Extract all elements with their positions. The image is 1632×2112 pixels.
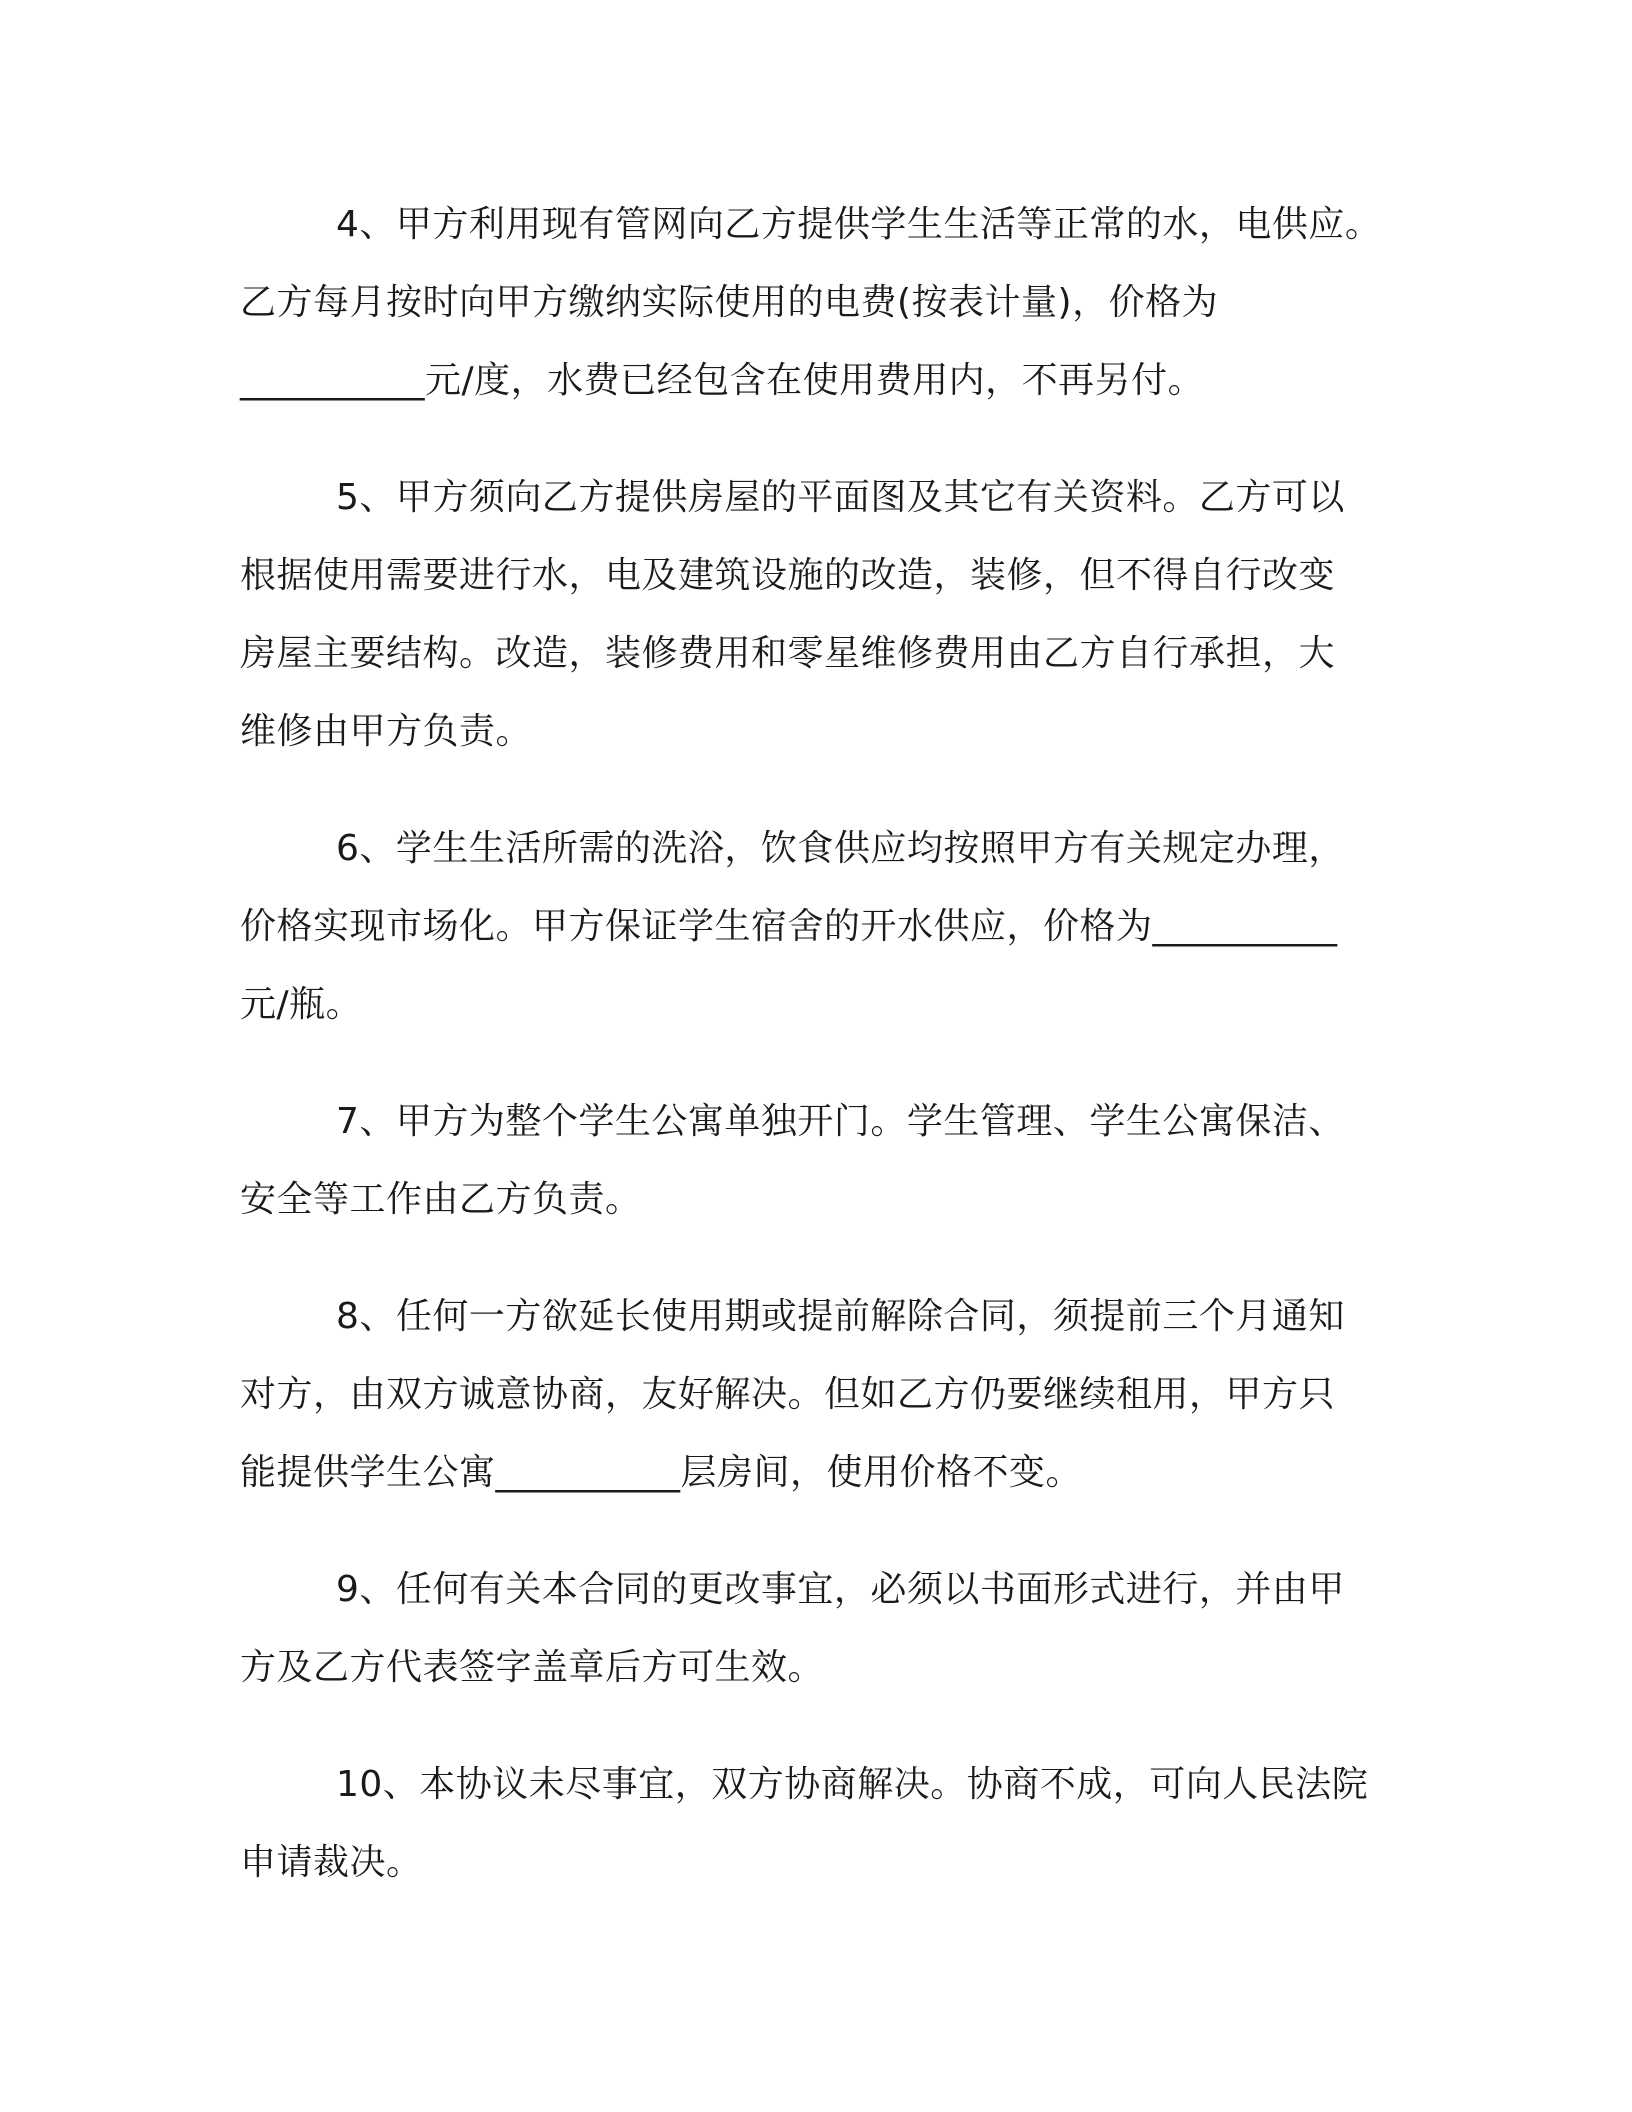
clause-10-paragraph <box>240 1746 1400 1902</box>
paragraph-line: 根据使用需要进行水，电及建筑设施的改造，装修，但不得自行改变 <box>240 555 1336 596</box>
paragraph-line: 价格实现市场化。甲方保证学生宿舍的开水供应，价格为__________ <box>240 906 1338 947</box>
clause-7-paragraph <box>240 1083 1400 1239</box>
paragraph-line: 10、本协议未尽事宜，双方协商解决。协商不成，可向人民法院 <box>336 1764 1369 1805</box>
paragraph-line: 5、甲方须向乙方提供房屋的平面图及其它有关资料。乙方可以 <box>336 477 1345 518</box>
clause-8-paragraph <box>240 1278 1400 1512</box>
paragraph-line: 8、任何一方欲延长使用期或提前解除合同，须提前三个月通知 <box>336 1296 1345 1337</box>
clause-6-paragraph <box>240 810 1400 1044</box>
paragraph-line: 维修由甲方负责。 <box>240 711 533 752</box>
paragraph-line: 对方，由双方诚意协商，友好解决。但如乙方仍要继续租用，甲方只 <box>240 1374 1336 1415</box>
paragraph-line: 7、甲方为整个学生公寓单独开门。学生管理、学生公寓保洁、 <box>336 1101 1345 1142</box>
paragraph-line: 安全等工作由乙方负责。 <box>240 1179 642 1220</box>
paragraph-line: __________元/度，水费已经包含在使用费用内，不再另付。 <box>240 360 1205 401</box>
paragraph-line: 元/瓶。 <box>240 984 363 1025</box>
paragraph-line: 房屋主要结构。改造，装修费用和零星维修费用由乙方自行承担，大 <box>240 633 1336 674</box>
clause-9-paragraph <box>240 1551 1400 1707</box>
clause-5-paragraph <box>240 459 1400 771</box>
paragraph-line: 乙方每月按时向甲方缴纳实际使用的电费(按表计量)，价格为 <box>240 282 1219 323</box>
paragraph-line: 4、甲方利用现有管网向乙方提供学生生活等正常的水，电供应。 <box>336 204 1382 245</box>
paragraph-line: 6、学生生活所需的洗浴，饮食供应均按照甲方有关规定办理， <box>336 828 1345 869</box>
paragraph-line: 9、任何有关本合同的更改事宜，必须以书面形式进行，并由甲 <box>336 1569 1345 1610</box>
document-body <box>240 186 1400 1941</box>
clause-4-paragraph <box>240 186 1400 420</box>
paragraph-line: 能提供学生公寓__________层房间，使用价格不变。 <box>240 1452 1083 1493</box>
paragraph-line: 申请裁决。 <box>240 1842 423 1883</box>
paragraph-line: 方及乙方代表签字盖章后方可生效。 <box>240 1647 825 1688</box>
